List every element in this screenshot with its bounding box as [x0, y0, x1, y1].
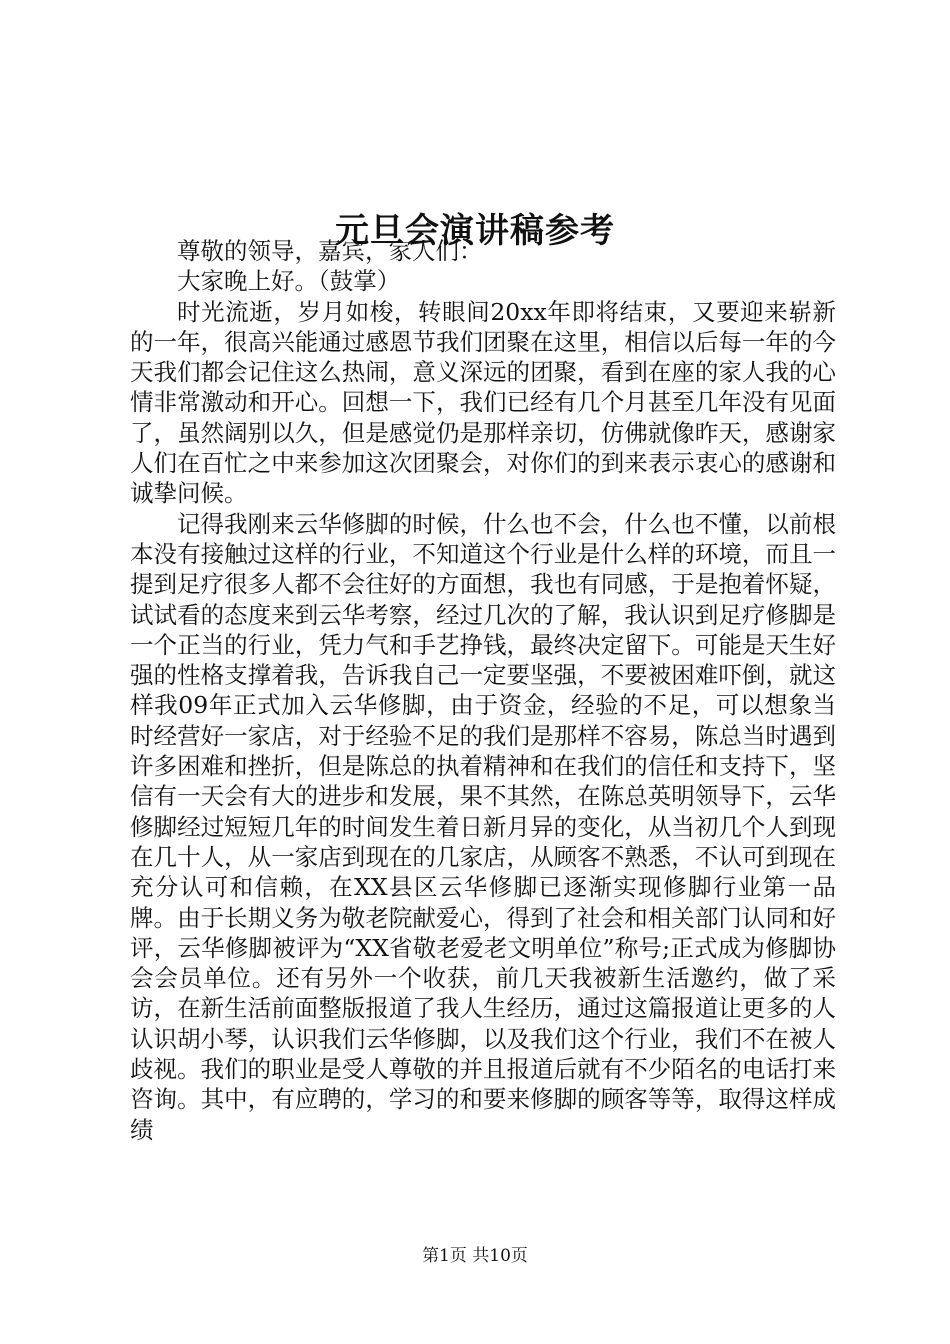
body-paragraph: 记得我刚来云华修脚的时候，什么也不会，什么也不懂，以前根本没有接触过这样的行业，不知道这个行业是什么样的环境，而且一提到足疗很多人都不会往好的方面想，我也有同感，于是抱着怀疑，试试看的态度来到云华考察，经过几次的了解，我认识到足疗修脚是一个正当的行业，凭力气和手艺挣钱，最终决定留下。可能是天生好强的性格支撑着我，告诉我自己一定要坚强，不要被困难吓倒，就这样我09年正式加入云华修脚，由于资金，经验的不足，可以想象当时经营好一家店，对于经验不足的我们是那样不容易，陈总当时遇到许多困难和挫折，但是陈总的执着精神和在我们的信任和支持下，坚信有一天会有大的进步和发展，果不其然，在陈总英明领导下，云华修脚经过短短几年的时间发生着日新月异的变化，从当初几个人到现在几十人，从一家店到现在的几家店，从顾客不熟悉，不认可到现在充分认可和信赖，在XX县区云华修脚已逐渐实现修脚行业第一品牌。由于长期义务为敬老院献爱心，得到了社会和相关部门认同和好评，云华修脚被评为“XX省敬老爱老文明单位”称号;正式成为修脚协会会员单位。还有另外一个收获，前几天我被新生活邀约，做了采访，在新生活前面整版报道了我人生经历，通过这篇报道让更多的人认识胡小琴，认识我们云华修脚，以及我们这个行业，我们不在被人歧视。我们的职业是受人尊敬的并且报道后就有不少陌名的电话打来咨询。其中，有应聘的，学习的和要来修脚的顾客等等，取得这样成绩 [130, 509, 836, 1144]
greeting-paragraph: 大家晚上好。（鼓掌） [177, 267, 401, 296]
document-title: 元旦会演讲稿参考 [335, 210, 615, 251]
body-paragraph: 时光流逝，岁月如梭，转眼间20xx年即将结束，又要迎来崭新的一年，很高兴能通过感恩节我们团聚在这里，相信以后每一年的今天我们都会记住这么热闹，意义深远的团聚，看到在座的家人我的心情非常激动和开心。回想一下，我们已经有几个月甚至几年没有见面了，虽然阔别以久，但是感觉仍是那样亲切，仿佛就像昨天，感谢家人们在百忙之中来参加这次团聚会，对你们的到来表示衷心的感谢和诚挚问候。 [130, 297, 836, 508]
document-body [130, 236, 836, 1145]
salutation-paragraph: 尊敬的领导，嘉宾，家人们： [177, 237, 483, 265]
page-number-footer: 第1页 共10页 [422, 1246, 528, 1266]
